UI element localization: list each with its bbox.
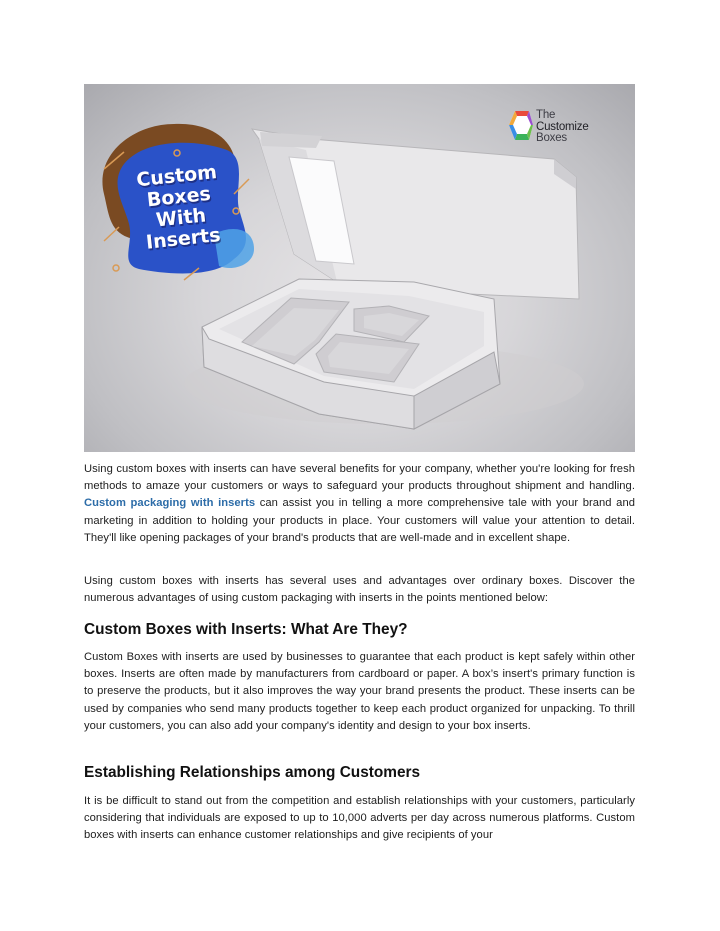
section-heading-what-are-they: Custom Boxes with Inserts: What Are They?: [84, 621, 408, 638]
logo-text: [536, 110, 589, 145]
logo-line: Boxes: [536, 132, 567, 144]
badge-line: Boxes: [145, 182, 212, 212]
paragraph-definition: Custom Boxes with inserts are used by businesses to guarantee that each product is kept safely within other boxes. Inserts are often made by manufacturers from cardboard or paper. A box’s insert's primary function is to preserve the products, but it also improves the way your brand presents the product. These inserts can be used by companies who send many products together to keep each product organized for unpacking. To thrill your customers, you can also add your company's identity and design to your box inserts.: [84, 651, 635, 732]
logo-line: Customize: [536, 120, 589, 133]
badge-line: Custom: [135, 161, 218, 192]
badge-line: Inserts: [145, 223, 222, 254]
text: Using custom boxes with inserts can have several benefits for your company, whether you're looking for fresh methods to amaze your customers or ways to safeguard your products throughout shipment and handling.: [84, 463, 635, 493]
hero-image: [84, 84, 635, 452]
paragraph-intro: [84, 461, 635, 547]
badge-line: With: [154, 204, 208, 232]
paragraph-advantages: Using custom boxes with inserts has several uses and advantages over ordinary boxes. Discover the numerous advantages of using custom packaging with inserts in the points mentioned below:: [84, 575, 635, 605]
brand-logo: [503, 109, 625, 149]
logo-line: The: [536, 109, 556, 121]
section-heading-relationships: Establishing Relationships among Customers: [84, 764, 421, 781]
paragraph-relationships: It is be difficult to stand out from the competition and establish relationships with your customers, particularly considering that individuals are exposed to up to 10,000 adverts per day across numerous platforms. Custom boxes with inserts can enhance customer relationships and give recipients of your: [84, 795, 635, 842]
badge-text: [116, 160, 244, 256]
text: can assist you in telling a more comprehensive tale with your brand and marketing in addition to holding your products in place. Your customers will value your attention to detail. They'll like opening packages of your brand's products that are well-made and in excellent shape.: [84, 497, 635, 544]
custom-packaging-link[interactable]: Custom packaging with inserts: [84, 497, 256, 510]
